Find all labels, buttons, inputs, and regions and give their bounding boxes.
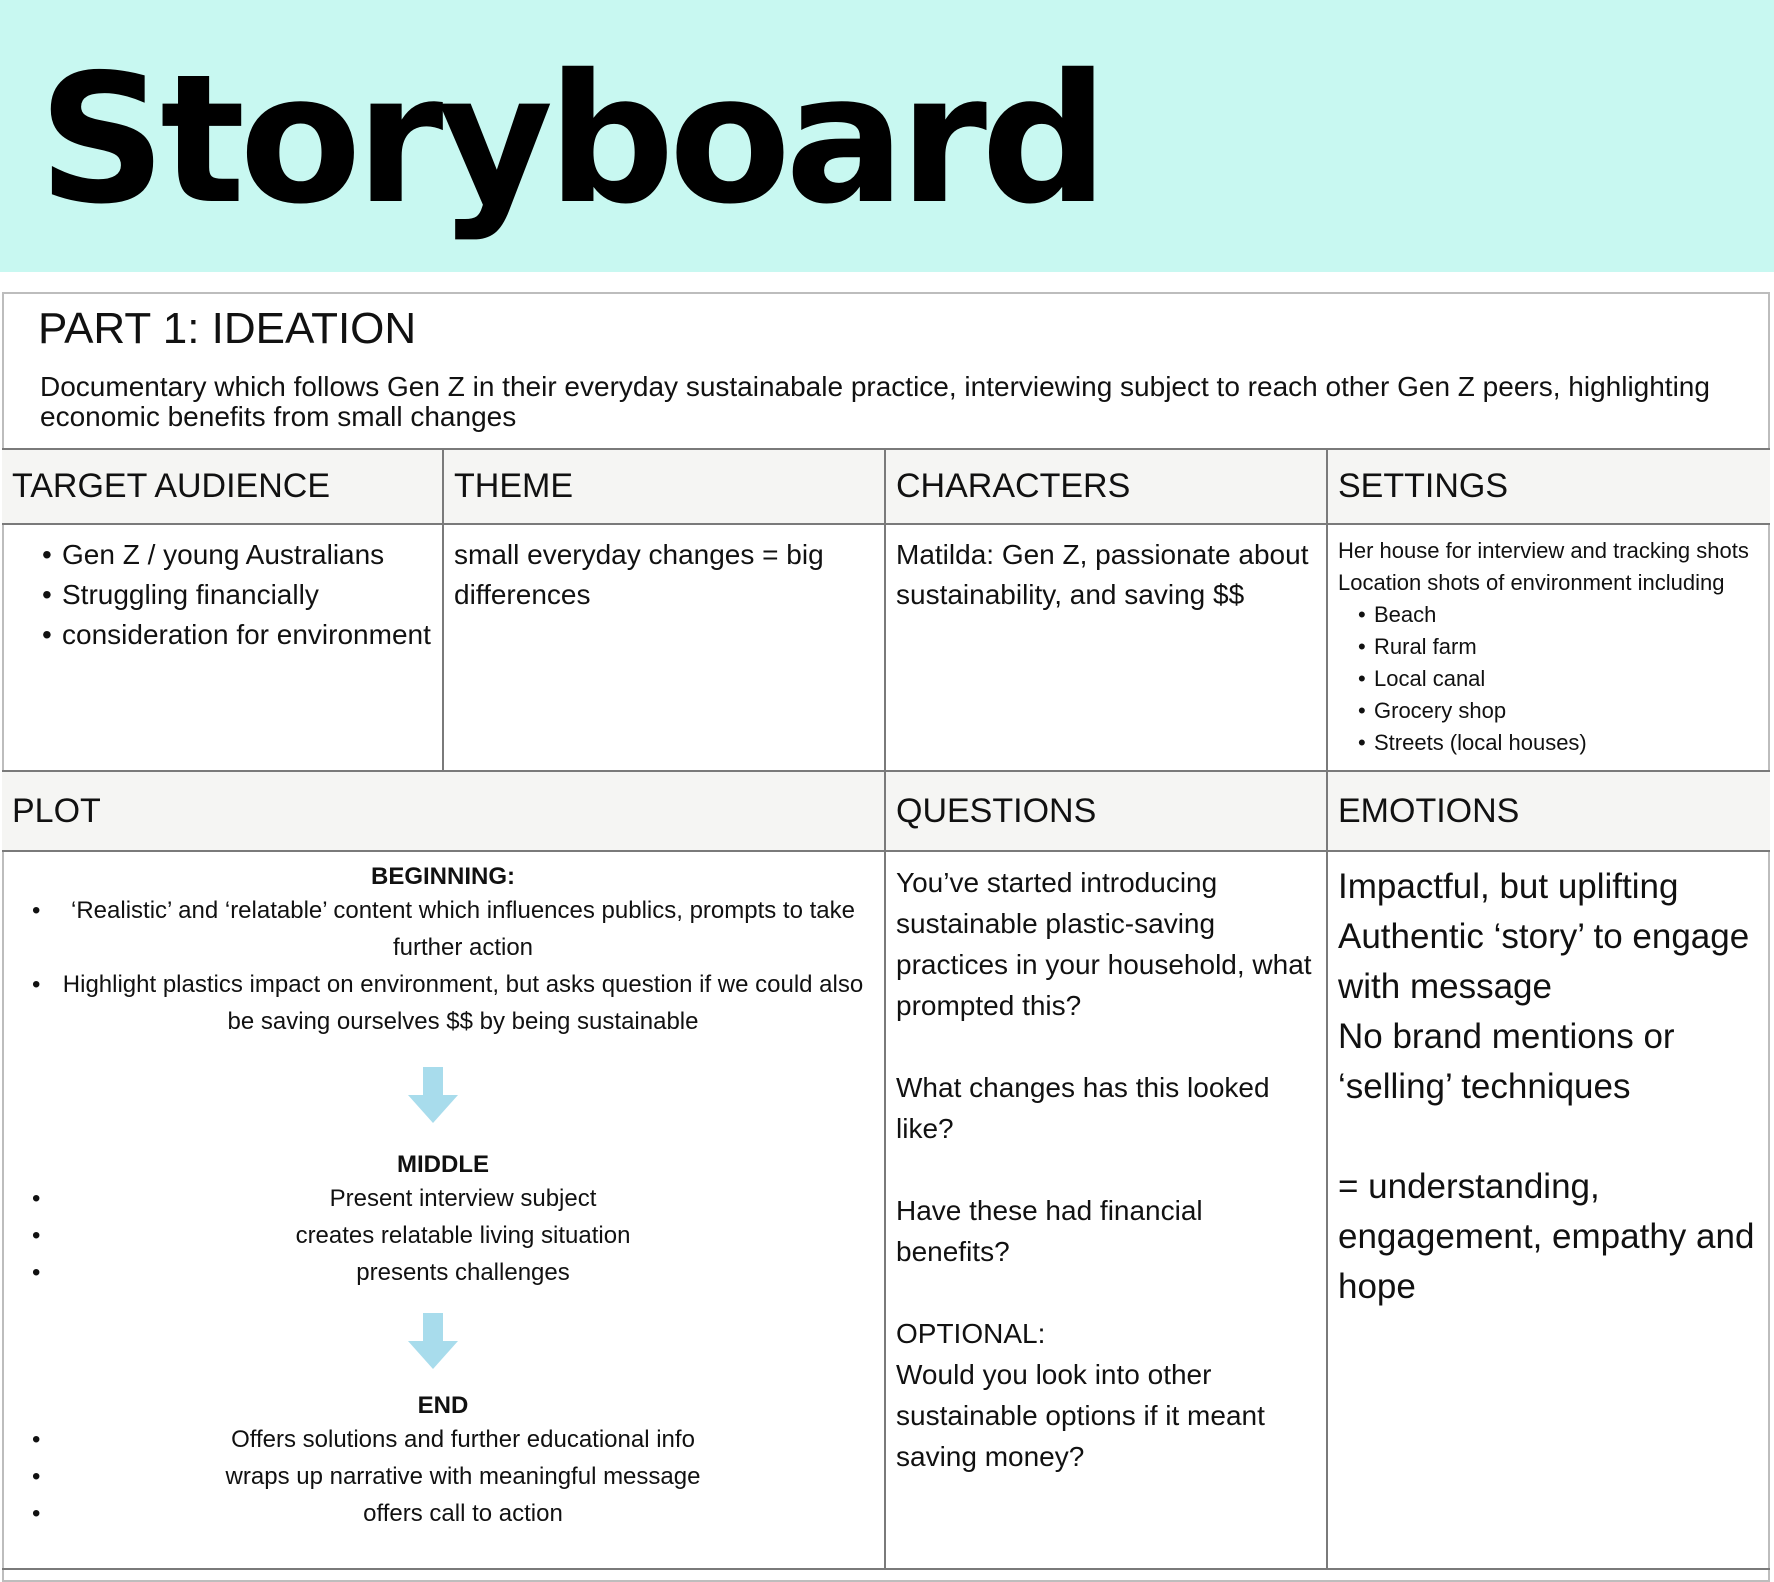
header-questions: QUESTIONS bbox=[886, 772, 1328, 852]
list-item: • Present interview subject bbox=[22, 1180, 864, 1217]
header-settings: SETTINGS bbox=[1328, 450, 1770, 525]
list-item: • consideration for environment bbox=[12, 615, 432, 655]
header-plot: PLOT bbox=[2, 772, 886, 852]
list-item: • Struggling financially bbox=[12, 575, 432, 615]
settings-line: Her house for interview and tracking shots bbox=[1338, 538, 1749, 563]
question-text: Would you look into other sustainable options if it meant saving money? bbox=[896, 1359, 1265, 1472]
list-item: • Rural farm bbox=[1338, 631, 1760, 663]
down-arrow-icon bbox=[2, 1040, 864, 1150]
list-item: • Local canal bbox=[1338, 663, 1760, 695]
part-title: PART 1: IDEATION bbox=[38, 304, 417, 353]
characters-text: Matilda: Gen Z, passionate about sustainability, and saving $$ bbox=[896, 539, 1309, 610]
down-arrow-icon bbox=[2, 1291, 864, 1391]
list-item: • Streets (local houses) bbox=[1338, 727, 1760, 759]
list-item: • ‘Realistic’ and ‘relatable’ content which influences publics, prompts to take further action bbox=[22, 892, 864, 966]
list-item: • Grocery shop bbox=[1338, 695, 1760, 727]
emotion-text: Authentic ‘story’ to engage with message bbox=[1338, 917, 1750, 1006]
emotions-cell bbox=[1328, 852, 1770, 1570]
plot-end-list bbox=[22, 1421, 864, 1532]
list-item: • Highlight plastics impact on environment, but asks question if we could also be saving ourselves $$ by being sustainable bbox=[22, 966, 864, 1040]
question-text: What changes has this looked like? bbox=[896, 1072, 1270, 1144]
header-target-audience: TARGET AUDIENCE bbox=[2, 450, 444, 525]
theme-text: small everyday changes = big differences bbox=[454, 539, 824, 610]
target-audience-cell bbox=[2, 525, 444, 772]
list-item: • presents challenges bbox=[22, 1254, 864, 1291]
header-characters: CHARACTERS bbox=[886, 450, 1328, 525]
header-emotions: EMOTIONS bbox=[1328, 772, 1770, 852]
list-item: • offers call to action bbox=[22, 1495, 864, 1532]
plot-end-heading: END bbox=[417, 1392, 469, 1419]
plot-cell bbox=[2, 852, 886, 1570]
optional-label: OPTIONAL: bbox=[896, 1318, 1046, 1349]
question-text: Have these had financial benefits? bbox=[896, 1195, 1203, 1267]
emotion-text: No brand mentions or ‘selling’ techniques bbox=[1338, 1017, 1675, 1106]
settings-list bbox=[1338, 599, 1760, 759]
settings-line: Location shots of environment including bbox=[1338, 570, 1725, 595]
list-item: • wraps up narrative with meaningful message bbox=[22, 1458, 864, 1495]
settings-cell bbox=[1328, 525, 1770, 772]
theme-cell bbox=[444, 525, 886, 772]
plot-beginning-heading: BEGINNING: bbox=[371, 863, 515, 890]
page-title: Storyboard bbox=[38, 36, 1103, 243]
plot-middle-list bbox=[22, 1180, 864, 1291]
emotion-summary: = understanding, engagement, empathy and hope bbox=[1338, 1167, 1755, 1306]
questions-cell bbox=[886, 852, 1328, 1570]
title-banner bbox=[0, 0, 1774, 272]
part-description: Documentary which follows Gen Z in their everyday sustainabale practice, interviewing subject to reach other Gen Z peers, highlighting economic benefits from small changes bbox=[40, 371, 1710, 432]
list-item: • Offers solutions and further educational info bbox=[22, 1421, 864, 1458]
emotion-text: Impactful, but uplifting bbox=[1338, 867, 1679, 906]
list-item: • Beach bbox=[1338, 599, 1760, 631]
list-item: • creates relatable living situation bbox=[22, 1217, 864, 1254]
target-audience-list bbox=[12, 535, 432, 655]
plot-beginning-list bbox=[22, 892, 864, 1040]
plot-middle-heading: MIDDLE bbox=[397, 1151, 489, 1178]
characters-cell bbox=[886, 525, 1328, 772]
question-text: You’ve started introducing sustainable plastic-saving practices in your household, what prompted this? bbox=[896, 867, 1312, 1021]
header-theme: THEME bbox=[444, 450, 886, 525]
storyboard-grid bbox=[2, 448, 1770, 1570]
list-item: • Gen Z / young Australians bbox=[12, 535, 432, 575]
